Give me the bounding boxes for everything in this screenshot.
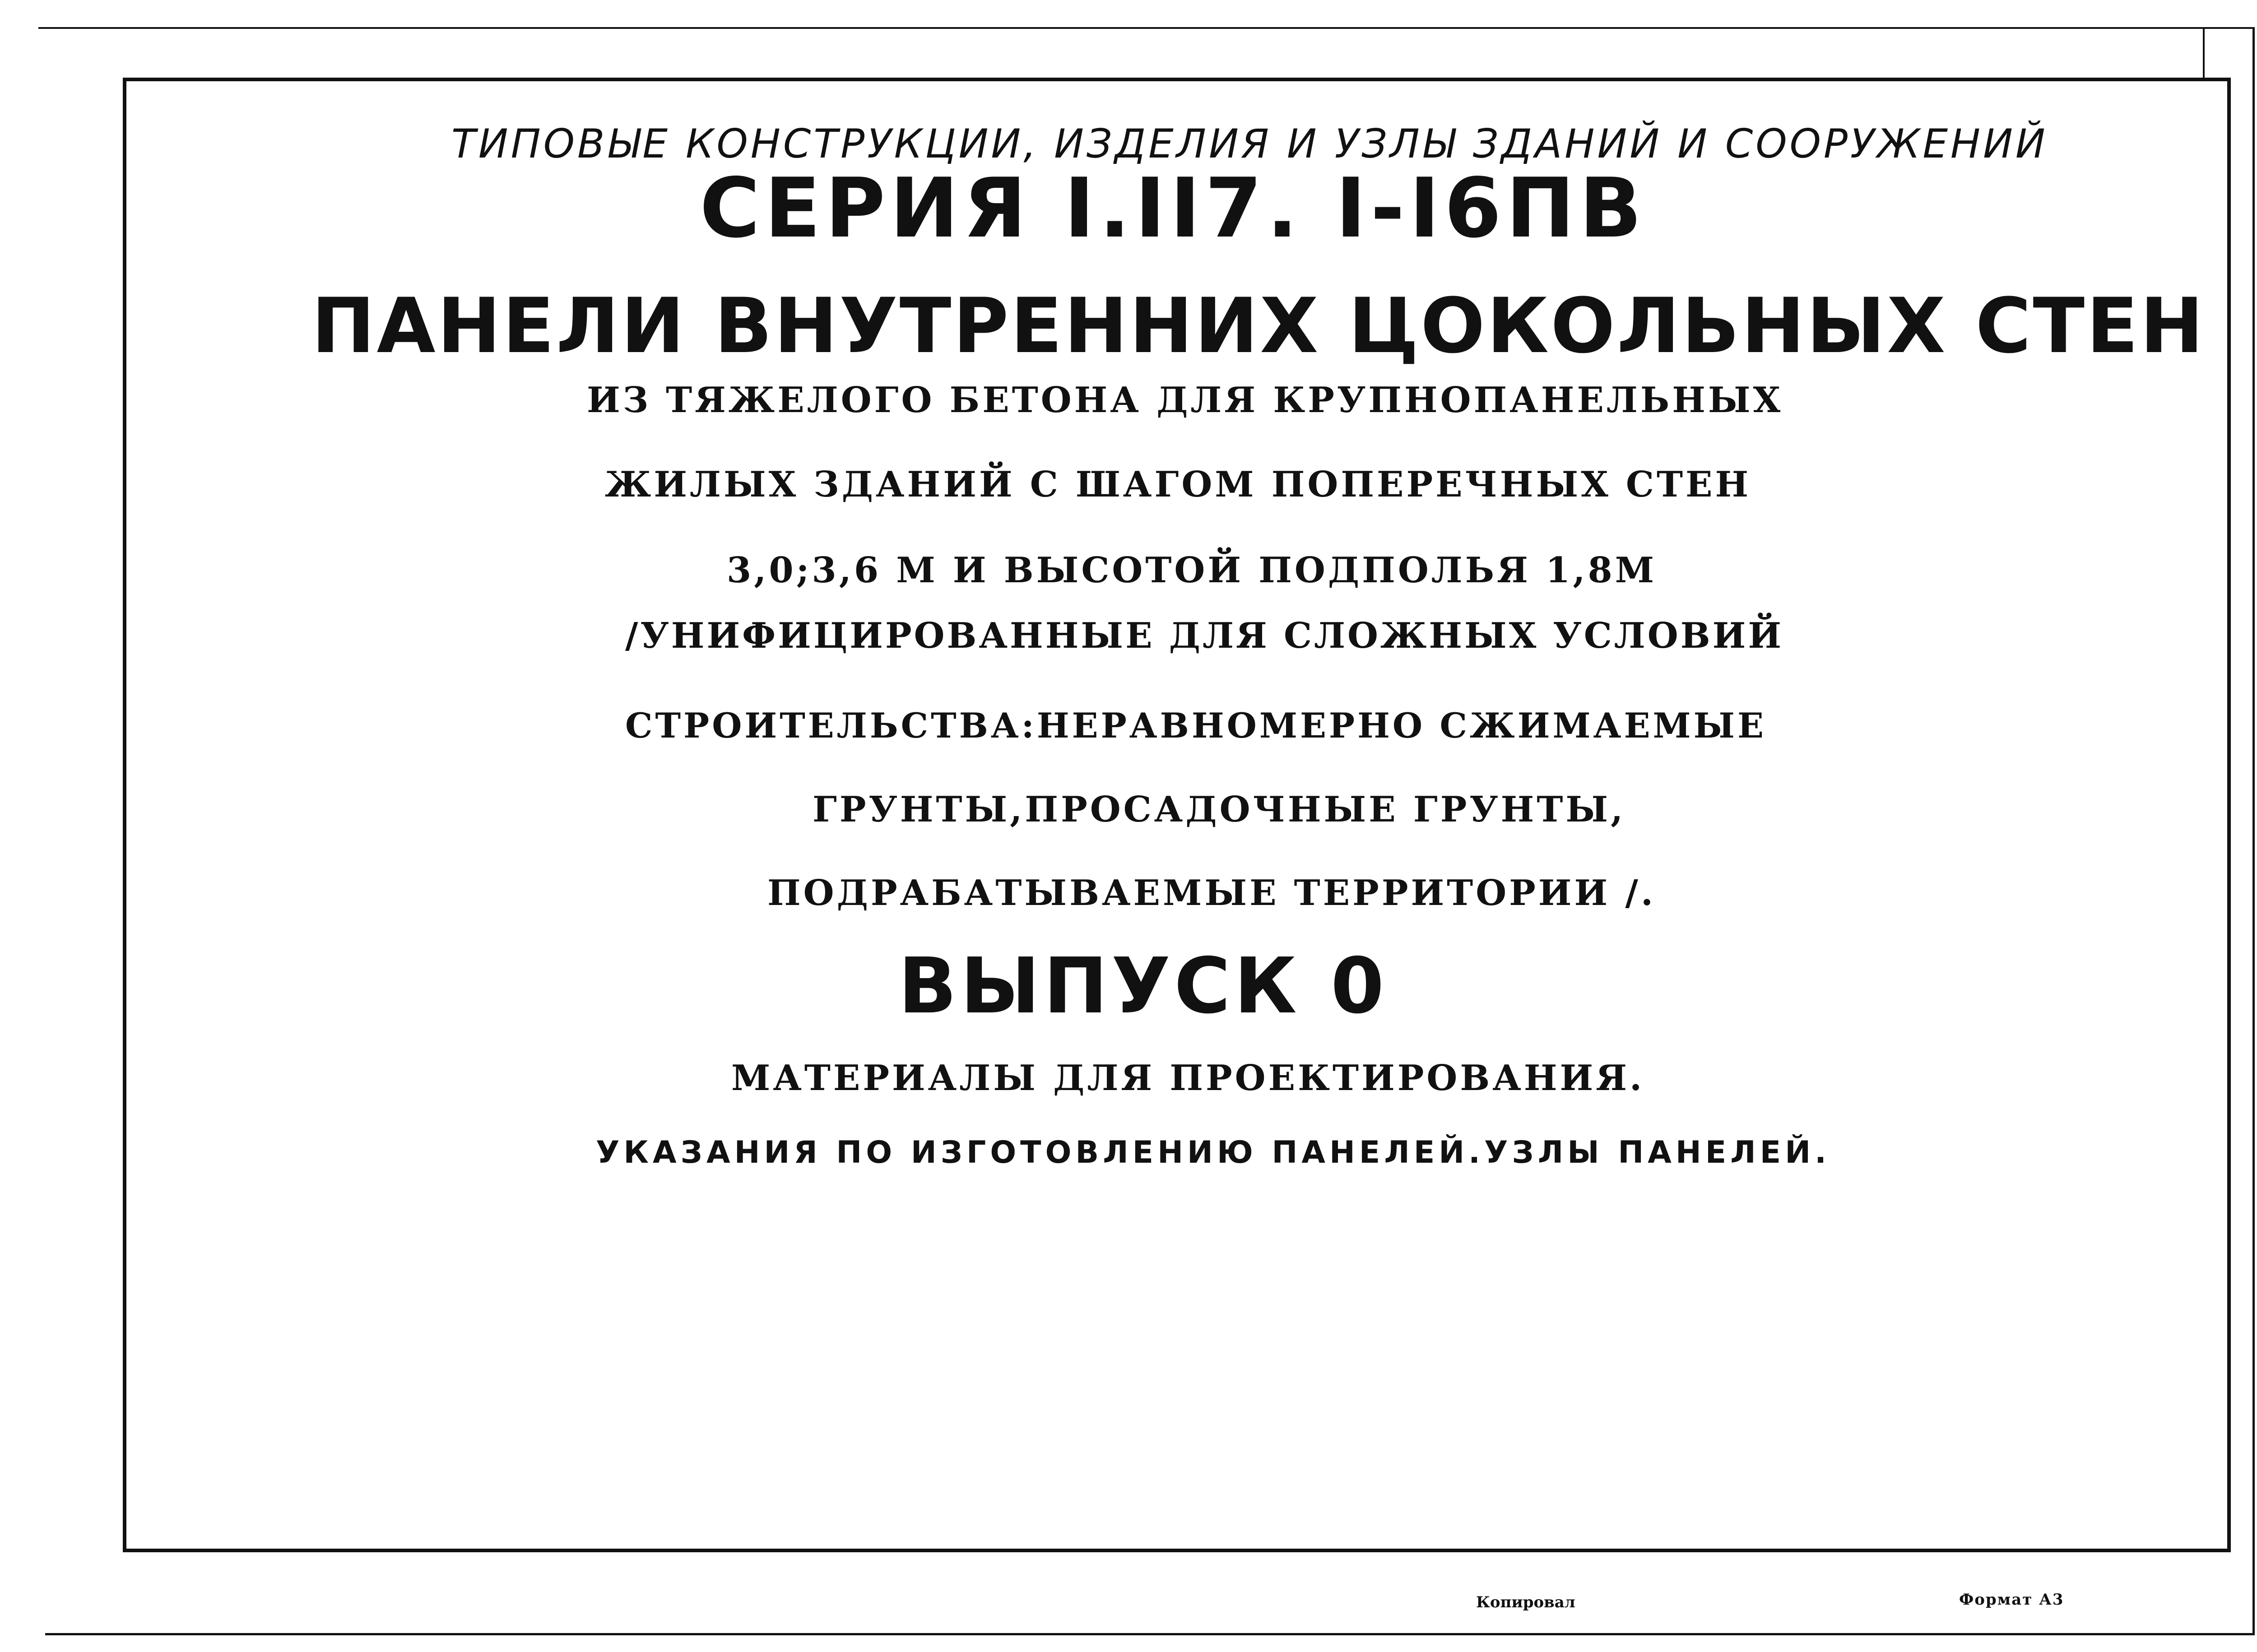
subtitle-line-2: ЖИЛЫХ ЗДАНИЙ С ШАГОМ ПОПЕРЕЧНЫХ СТЕН — [605, 464, 1751, 505]
bottom-border-line — [45, 1633, 2255, 1635]
copied-label: Копировал — [1476, 1593, 1575, 1611]
format-label: Формат А3 — [1959, 1591, 2064, 1609]
subtitle-line-4: /УНИФИЦИРОВАННЫЕ ДЛЯ СЛОЖНЫХ УСЛОВИЙ — [625, 615, 1784, 656]
issue-label: ВЫПУСК 0 — [898, 942, 1388, 1031]
right-border-line — [2252, 27, 2255, 1634]
instructions-line: УКАЗАНИЯ ПО ИЗГОТОВЛЕНИЮ ПАНЕЛЕЙ.УЗЛЫ ПАНЕЛЕЙ. — [596, 1135, 1830, 1170]
top-border-line — [38, 27, 2252, 29]
corner-stub-line — [2203, 27, 2205, 81]
subtitle-line-3: 3,0;3,6 М И ВЫСОТОЙ ПОДПОЛЬЯ 1,8М — [727, 550, 1657, 591]
series-title: СЕРИЯ I.II7. I-I6ПВ — [700, 160, 1647, 256]
subtitle-line-6: ГРУНТЫ,ПРОСАДОЧНЫЕ ГРУНТЫ, — [813, 789, 1626, 830]
main-title: ПАНЕЛИ ВНУТРЕННИХ ЦОКОЛЬНЫХ СТЕН — [311, 282, 2206, 370]
subtitle-line-1: ИЗ ТЯЖЕЛОГО БЕТОНА ДЛЯ КРУПНОПАНЕЛЬНЫХ — [587, 380, 1783, 421]
subtitle-line-5: СТРОИТЕЛЬСТВА:НЕРАВНОМЕРНО СЖИМАЕМЫЕ — [625, 705, 1766, 746]
materials-line: МАТЕРИАЛЫ ДЛЯ ПРОЕКТИРОВАНИЯ. — [731, 1058, 1645, 1099]
subtitle-line-7: ПОДРАБАТЫВАЕМЫЕ ТЕРРИТОРИИ /. — [767, 872, 1656, 914]
catalog-line: ТИПОВЫЕ КОНСТРУКЦИИ, ИЗДЕЛИЯ И УЗЛЫ ЗДАНИЙ И СООРУЖЕНИЙ — [451, 121, 2048, 167]
